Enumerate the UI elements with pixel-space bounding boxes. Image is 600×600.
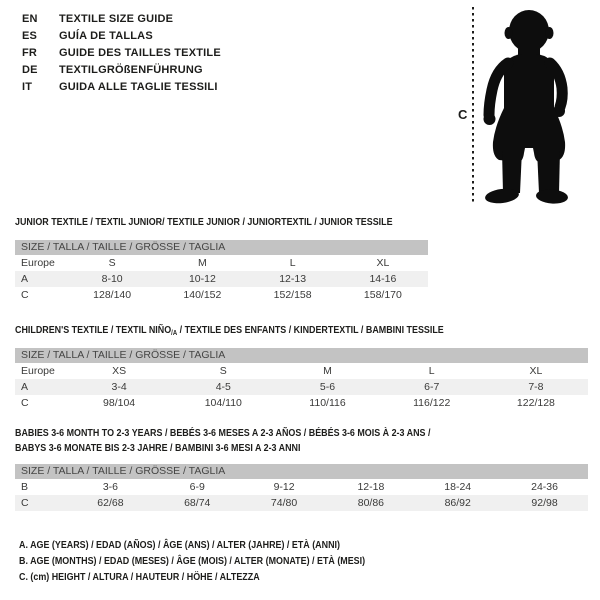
baby-silhouette-figure xyxy=(450,0,600,210)
footnote-a-text: A. AGE (YEARS) / EDAD (AÑOS) / ÂGE (ANS) / ALTER (JAHRE) / ETÀ (ANNI) xyxy=(19,539,340,551)
language-code: ES xyxy=(22,30,38,43)
age-cell: 6-9 xyxy=(189,481,205,493)
row-label: B xyxy=(21,481,29,493)
row-label: A xyxy=(21,381,29,393)
baby-silhouette-icon xyxy=(484,10,569,205)
height-cell: 116/122 xyxy=(413,397,451,409)
height-cell: 128/140 xyxy=(93,289,132,301)
footnote-b-text: B. AGE (MONTHS) / EDAD (MESES) / ÂGE (MOIS) / ALTER (MONATE) / ETÀ (MESI) xyxy=(19,555,366,567)
size-cell: XL xyxy=(529,365,543,377)
children-size-table xyxy=(15,348,588,411)
children-heading-prefix: CHILDREN'S TEXTILE / TEXTIL NIÑO xyxy=(15,324,172,336)
children-heading-text xyxy=(15,324,444,336)
size-cell: S xyxy=(219,365,227,377)
footnotes xyxy=(19,537,426,585)
footnote-a xyxy=(19,537,426,553)
babies-heading-line1: BABIES 3-6 MONTH TO 2-3 YEARS / BEBÉS 3-6 MESES A 2-3 AÑOS / BÉBÉS 3-6 MOIS À 2-3 ANS / xyxy=(15,427,431,439)
table-header-bar: SIZE / TALLA / TAILLE / GRÖSSE / TAGLIA xyxy=(15,464,588,479)
footnote-b xyxy=(19,553,426,569)
children-heading-subscript: /A xyxy=(171,330,178,337)
language-row-it xyxy=(22,78,221,95)
language-label: TEXTILE SIZE GUIDE xyxy=(59,13,174,26)
height-cell: 140/152 xyxy=(183,289,222,301)
height-cell: 80/86 xyxy=(357,497,385,509)
age-cell: 8-10 xyxy=(101,273,123,285)
height-cell: 68/74 xyxy=(184,497,211,509)
size-cell: S xyxy=(108,257,116,269)
junior-heading-text: JUNIOR TEXTILE / TEXTIL JUNIOR/ TEXTILE JUNIOR / JUNIORTEXTIL / JUNIOR TESSILE xyxy=(15,216,393,228)
height-cell: 110/116 xyxy=(309,397,346,409)
language-row-en xyxy=(22,11,221,28)
language-legend xyxy=(22,11,221,95)
age-cell: 6-7 xyxy=(424,381,440,393)
footnote-c xyxy=(19,569,426,585)
age-cell: 3-6 xyxy=(102,481,118,493)
babies-size-table xyxy=(15,464,588,511)
children-heading-suffix: / TEXTILE DES ENFANTS / KINDERTEXTIL / BAMBINI TESSILE xyxy=(177,324,444,336)
height-cell: 86/92 xyxy=(444,497,471,509)
row-label: C xyxy=(21,497,29,509)
language-code: EN xyxy=(22,13,38,26)
height-figure xyxy=(450,0,600,210)
row-label: Europe xyxy=(21,365,55,377)
size-cell: M xyxy=(198,257,207,269)
age-cell: 18-24 xyxy=(444,481,472,493)
size-cell: XL xyxy=(376,257,390,269)
age-cell: 5-6 xyxy=(319,381,336,393)
height-cell: 74/80 xyxy=(270,497,298,509)
height-cell: 62/68 xyxy=(97,497,124,509)
age-cell: 9-12 xyxy=(273,481,295,493)
size-cell: L xyxy=(289,257,296,269)
language-row-fr xyxy=(22,45,221,62)
language-row-de xyxy=(22,61,221,78)
junior-size-table xyxy=(15,240,428,303)
language-label: GUÍA DE TALLAS xyxy=(59,30,153,43)
age-cell: 24-36 xyxy=(531,481,558,493)
row-label: Europe xyxy=(21,257,55,269)
age-cell: 3-4 xyxy=(111,381,127,393)
language-label: GUIDA ALLE TAGLIE TESSILI xyxy=(59,80,218,93)
table-row-height xyxy=(15,395,588,411)
age-cell: 14-16 xyxy=(369,273,397,285)
size-cell: XS xyxy=(112,365,127,377)
table-row-age xyxy=(15,379,588,395)
babies-heading-line2: BABYS 3-6 MONATE BIS 2-3 JAHRE / BAMBINI 3-6 MESI A 2-3 ANNI xyxy=(15,442,301,454)
language-label: GUIDE DES TAILLES TEXTILE xyxy=(59,46,221,59)
table-row-age-months xyxy=(15,479,588,495)
height-cell: 98/104 xyxy=(103,397,136,409)
table-row-age xyxy=(15,271,428,287)
age-cell: 12-18 xyxy=(357,481,385,493)
height-cell: 92/98 xyxy=(531,497,558,509)
table-header-bar: SIZE / TALLA / TAILLE / GRÖSSE / TAGLIA xyxy=(15,348,588,363)
size-cell: M xyxy=(323,365,332,377)
language-code: DE xyxy=(22,63,38,76)
babies-section-heading xyxy=(15,426,504,456)
size-cell: L xyxy=(428,365,435,377)
height-cell: 122/128 xyxy=(516,397,555,409)
junior-section-heading xyxy=(15,216,459,228)
age-cell: 12-13 xyxy=(279,273,307,285)
height-label: C xyxy=(458,107,468,122)
age-cell: 10-12 xyxy=(188,273,216,285)
table-row-height xyxy=(15,287,428,303)
table-row-height xyxy=(15,495,588,511)
age-cell: 7-8 xyxy=(528,381,544,393)
language-row-es xyxy=(22,28,221,45)
language-label: TEXTILGRÖßENFÜHRUNG xyxy=(59,63,203,76)
footnote-c-text: C. (cm) HEIGHT / ALTURA / HAUTEUR / HÖHE / ALTEZZA xyxy=(19,571,260,583)
language-code: IT xyxy=(22,80,33,93)
language-code: FR xyxy=(22,46,38,59)
height-cell: 104/110 xyxy=(204,397,242,409)
height-cell: 158/170 xyxy=(363,289,402,301)
row-label: C xyxy=(21,397,29,409)
table-row-europe xyxy=(15,255,428,271)
row-label: A xyxy=(21,273,29,285)
table-header-bar: SIZE / TALLA / TAILLE / GRÖSSE / TAGLIA xyxy=(15,240,428,255)
children-section-heading xyxy=(15,324,519,336)
table-row-europe xyxy=(15,363,588,379)
age-cell: 4-5 xyxy=(215,381,231,393)
height-cell: 152/158 xyxy=(273,289,312,301)
row-label: C xyxy=(21,289,29,301)
